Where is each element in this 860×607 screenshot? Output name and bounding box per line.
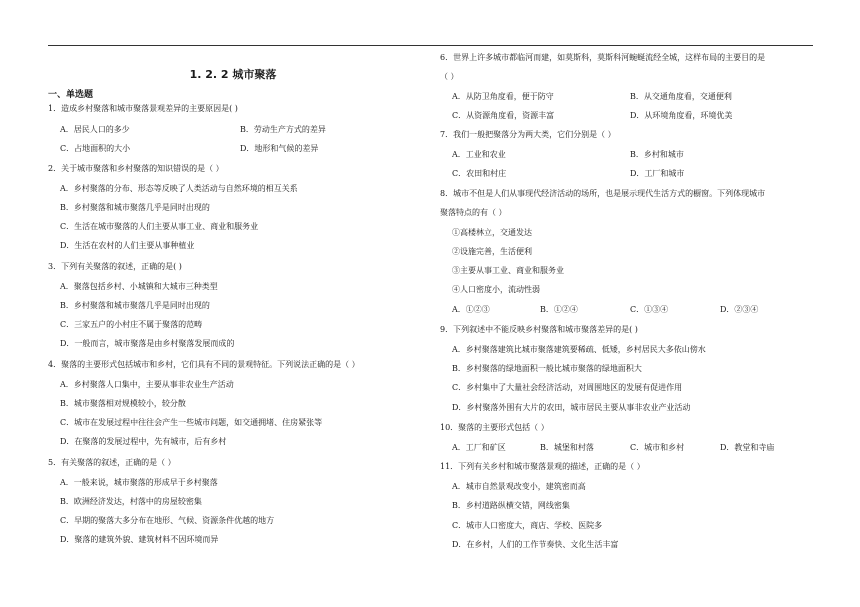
question-6-option-c: C．从资源角度看，资源丰富	[452, 111, 555, 120]
question-8-stem-cont: 聚落特点的有（ ）	[440, 208, 507, 217]
question-3-option-c: C．三家五户的小村庄不属于聚落的范畴	[60, 320, 203, 329]
question-6-option-a: A．从防卫角度看，便于防守	[452, 92, 554, 101]
question-4-option-c: C．城市在发展过程中往往会产生一些城市问题，如交通拥堵、住房紧张等	[60, 418, 323, 427]
question-8-option-d: D．②③④	[720, 305, 759, 314]
question-2-option-b: B．乡村聚落和城市聚落几乎是同时出现的	[60, 203, 210, 212]
question-1-option-a: A．居民人口的多少	[60, 125, 130, 134]
question-2-option-c: C．生活在城市聚落的人们主要从事工业、商业和服务业	[60, 222, 259, 231]
question-1-option-c: C．占地面积的大小	[60, 144, 131, 153]
question-7-stem: 7．我们一般把聚落分为两大类，它们分别是（ ）	[440, 130, 616, 139]
question-7-option-a: A．工业和农业	[452, 150, 506, 159]
question-4-stem: 4．聚落的主要形式包括城市和乡村，它们具有不同的景观特征。下列说法正确的是（ ）	[48, 360, 360, 369]
question-5-option-d: D．聚落的建筑外貌、建筑材料不因环境而异	[60, 535, 219, 544]
question-8-option-b: B．①②④	[540, 305, 578, 314]
question-8-statement-1: ①高楼林立，交通发达	[452, 228, 532, 237]
question-4-option-a: A．乡村聚落人口集中，主要从事非农业生产活动	[60, 380, 234, 389]
question-10-option-b: B．城堡和村落	[540, 443, 594, 452]
question-1-option-b: B．劳动生产方式的差异	[240, 125, 326, 134]
question-4-option-d: D．在聚落的发展过程中，先有城市，后有乡村	[60, 437, 227, 446]
question-2-option-d: D．生活在农村的人们主要从事种植业	[60, 241, 195, 250]
question-11-option-a: A．城市自然景观改变小，建筑密而高	[452, 482, 586, 491]
question-6-stem-cont: （ ）	[440, 72, 459, 81]
question-2-option-a: A．乡村聚落的分布、形态等反映了人类活动与自然环境的相互关系	[60, 184, 298, 193]
question-9-option-b: B．乡村聚落的绿地面积一般比城市聚落的绿地面积大	[452, 364, 642, 373]
question-8-stem: 8．城市不但是人们从事现代经济活动的场所，也是展示现代生活方式的橱窗。下列体现城市	[440, 189, 766, 198]
question-11-stem: 11．下列有关乡村和城市聚落景观的描述，正确的是（ ）	[440, 462, 645, 471]
question-9-option-a: A．乡村聚落建筑比城市聚落建筑要稀疏、低矮，乡村居民大多依山傍水	[452, 345, 706, 354]
page-title: 1. 2. 2 城市聚落	[189, 68, 277, 81]
question-9-option-c: C．乡村集中了大量社会经济活动，对周围地区的发展有促进作用	[452, 383, 683, 392]
question-9-stem: 9．下列叙述中不能反映乡村聚落和城市聚落差异的是( )	[440, 325, 638, 334]
question-5-option-b: B．欧洲经济发达，村落中的房屋较密集	[60, 497, 202, 506]
question-2-stem: 2．关于城市聚落和乡村聚落的知识错误的是（ ）	[48, 164, 224, 173]
question-5-option-c: C．早期的聚落大多分布在地形、气候、资源条件优越的地方	[60, 516, 275, 525]
question-11-option-d: D．在乡村，人们的工作节奏快、文化生活丰富	[452, 540, 619, 549]
question-10-stem: 10．聚落的主要形式包括（ ）	[440, 423, 549, 432]
question-3-option-d: D．一般而言，城市聚落是由乡村聚落发展而成的	[60, 339, 235, 348]
header-rule	[48, 45, 813, 46]
question-3-option-a: A．聚落包括乡村、小城镇和大城市三种类型	[60, 282, 218, 291]
question-10-option-c: C．城市和乡村	[630, 443, 685, 452]
question-7-option-c: C．农田和村庄	[452, 169, 507, 178]
question-10-option-d: D．教堂和寺庙	[720, 443, 775, 452]
question-8-statement-2: ②设施完善，生活便利	[452, 247, 532, 256]
question-6-stem: 6．世界上许多城市都临河而建，如莫斯科，莫斯科河蜿蜒流经全城，这样布局的主要目的是	[440, 53, 766, 62]
question-1-option-d: D．地形和气候的差异	[240, 144, 319, 153]
section-heading: 一、单选题	[48, 90, 94, 100]
question-5-option-a: A．一般来说，城市聚落的形成早于乡村聚落	[60, 478, 218, 487]
question-6-option-b: B．从交通角度看，交通便利	[630, 92, 732, 101]
question-8-statement-3: ③主要从事工业、商业和服务业	[452, 266, 564, 275]
question-6-option-d: D．从环境角度看，环境优美	[630, 111, 733, 120]
question-4-option-b: B．城市聚落相对规模较小，较分散	[60, 399, 186, 408]
question-7-option-b: B．乡村和城市	[630, 150, 684, 159]
question-11-option-b: B．乡村道路纵横交错，网线密集	[452, 501, 570, 510]
question-11-option-c: C．城市人口密度大，商店、学校、医院多	[452, 521, 603, 530]
question-8-option-c: C．①③④	[630, 305, 669, 314]
question-8-option-a: A．①②③	[452, 305, 490, 314]
question-3-stem: 3．下列有关聚落的叙述，正确的是( )	[48, 262, 182, 271]
question-9-option-d: D．乡村聚落外围有大片的农田，城市居民主要从事非农业产业活动	[452, 403, 691, 412]
question-1-stem: 1．造成乡村聚落和城市聚落景观差异的主要原因是( )	[48, 104, 238, 113]
question-8-statement-4: ④人口密度小，流动性弱	[452, 285, 540, 294]
question-10-option-a: A．工厂和矿区	[452, 443, 506, 452]
question-3-option-b: B．乡村聚落和城市聚落几乎是同时出现的	[60, 301, 210, 310]
question-7-option-d: D．工厂和城市	[630, 169, 685, 178]
question-5-stem: 5．有关聚落的叙述，正确的是（ ）	[48, 458, 176, 467]
